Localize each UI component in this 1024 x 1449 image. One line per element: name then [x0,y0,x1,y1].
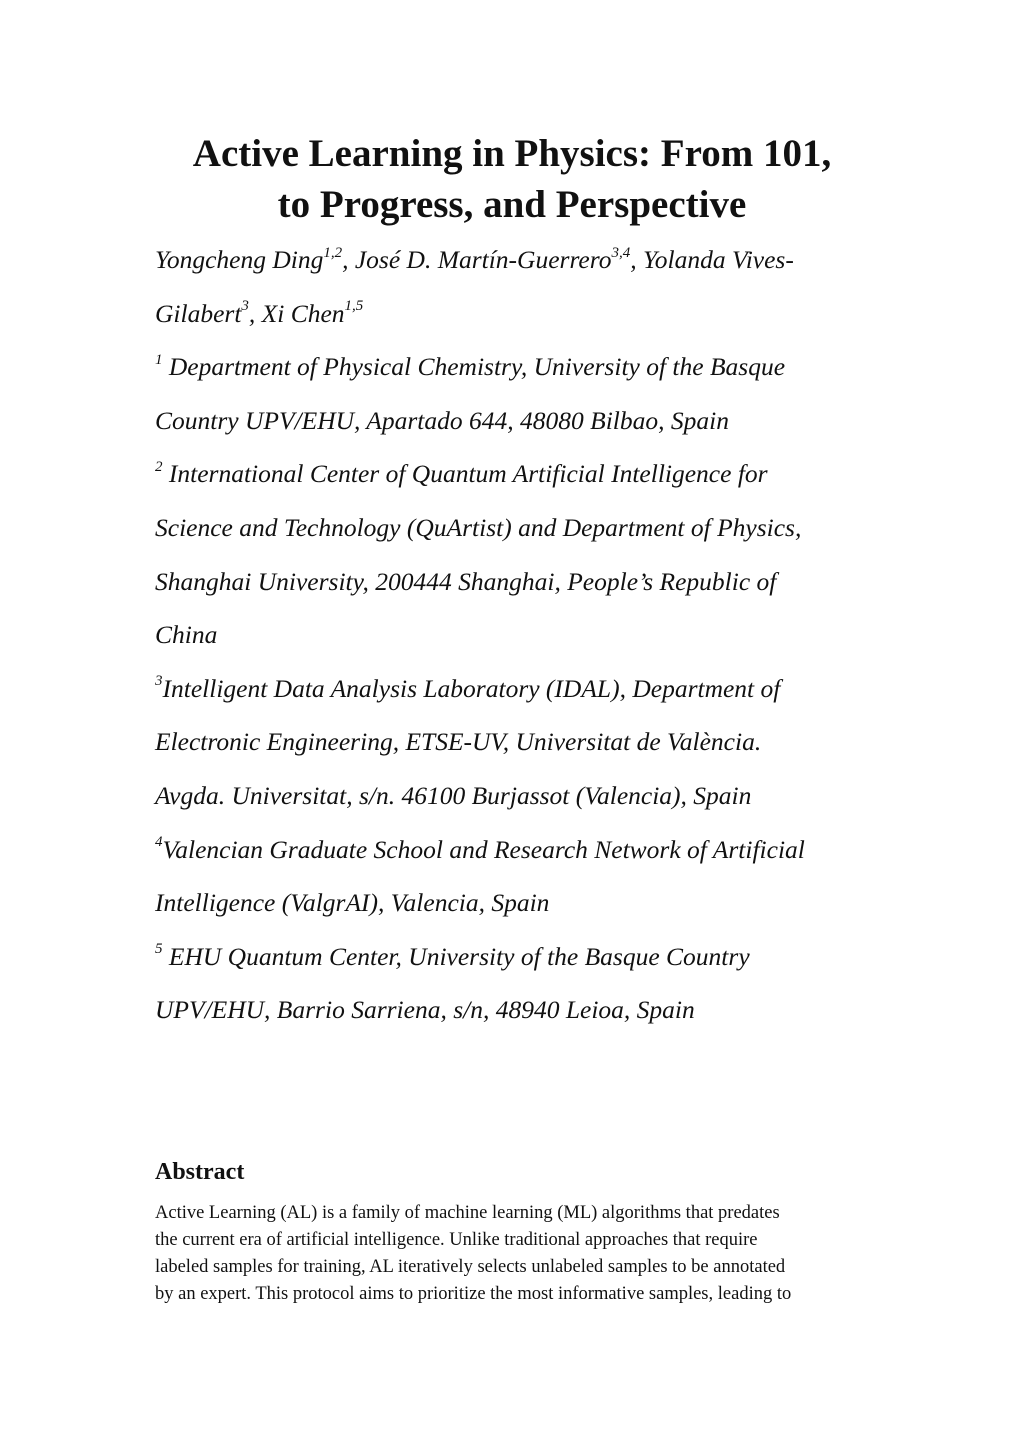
affiliation-4-line-2: Intelligence (ValgrAI), Valencia, Spain [155,888,550,918]
author-separator: , [630,245,643,274]
affiliation-number: 3 [155,673,163,690]
affiliation-2-line-2: Science and Technology (QuArtist) and Department of Physics, [155,512,802,542]
paper-title [100,128,924,230]
author-line-2 [155,287,875,341]
author-name: Xi Chen [261,298,345,328]
affiliation-text: Department of Physical Chemistry, University of the Basque [168,352,786,382]
affiliation-text: Intelligent Data Analysis Laboratory (IDAL), Department of [162,673,781,703]
affiliation-3-line-2: Electronic Engineering, ETSE-UV, Universitat de València. [155,727,762,757]
author-separator: , [342,245,355,274]
affiliation-5-line-2: UPV/EHU, Barrio Sarriena, s/n, 48940 Leioa, Spain [155,995,695,1025]
affiliation-2-line-1 [155,447,875,501]
affiliation-3-line-3: Avgda. Universitat, s/n. 46100 Burjassot (Valencia), Spain [155,780,752,810]
title-line-2: to Progress, and Perspective [277,183,747,226]
affiliation-number: 5 [155,941,163,958]
affiliation-number: 2 [155,458,163,475]
author-name: José D. Martín-Guerrero [354,245,612,274]
author-line-1 [155,233,875,287]
author-name: Gilabert [155,298,242,328]
affiliation-text: EHU Quantum Center, University of the Basque Country [168,941,750,971]
author-name: Yongcheng Ding [155,245,324,274]
affiliation-2-line-4: China [155,620,218,650]
author-separator: , [248,298,262,328]
author-affiliation-block [155,233,875,1037]
abstract-line: labeled samples for training, AL iteratively selects unlabeled samples to be annotated [155,1257,786,1277]
title-line-1: Active Learning in Physics: From 101, [192,132,832,175]
affiliation-1-line-1 [155,340,875,394]
abstract-line: by an expert. This protocol aims to prioritize the most informative samples, leading to [155,1284,792,1304]
affiliation-text: International Center of Quantum Artificial Intelligence for [168,459,768,489]
affiliation-number: 4 [155,834,163,851]
author-superscript: 1,5 [344,298,364,315]
affiliation-2-line-3: Shanghai University, 200444 Shanghai, People’s Republic of [155,566,777,596]
author-superscript: 3 [241,298,249,315]
affiliation-4-line-1 [155,823,875,877]
affiliation-number: 1 [155,351,163,368]
author-superscript: 1,2 [323,244,343,261]
abstract-body [155,1200,875,1308]
affiliation-5-line-1 [155,930,875,984]
affiliation-3-line-1 [155,662,875,716]
abstract-heading: Abstract [155,1159,245,1185]
affiliation-1-line-2: Country UPV/EHU, Apartado 644, 48080 Bilbao, Spain [155,405,729,435]
abstract-line: Active Learning (AL) is a family of machine learning (ML) algorithms that predates [155,1203,780,1223]
author-name: Yolanda Vives- [642,245,794,274]
abstract-line: the current era of artificial intelligence. Unlike traditional approaches that require [155,1230,758,1250]
author-superscript: 3,4 [611,244,631,261]
affiliation-text: Valencian Graduate School and Research Network of Artificial [162,834,805,864]
